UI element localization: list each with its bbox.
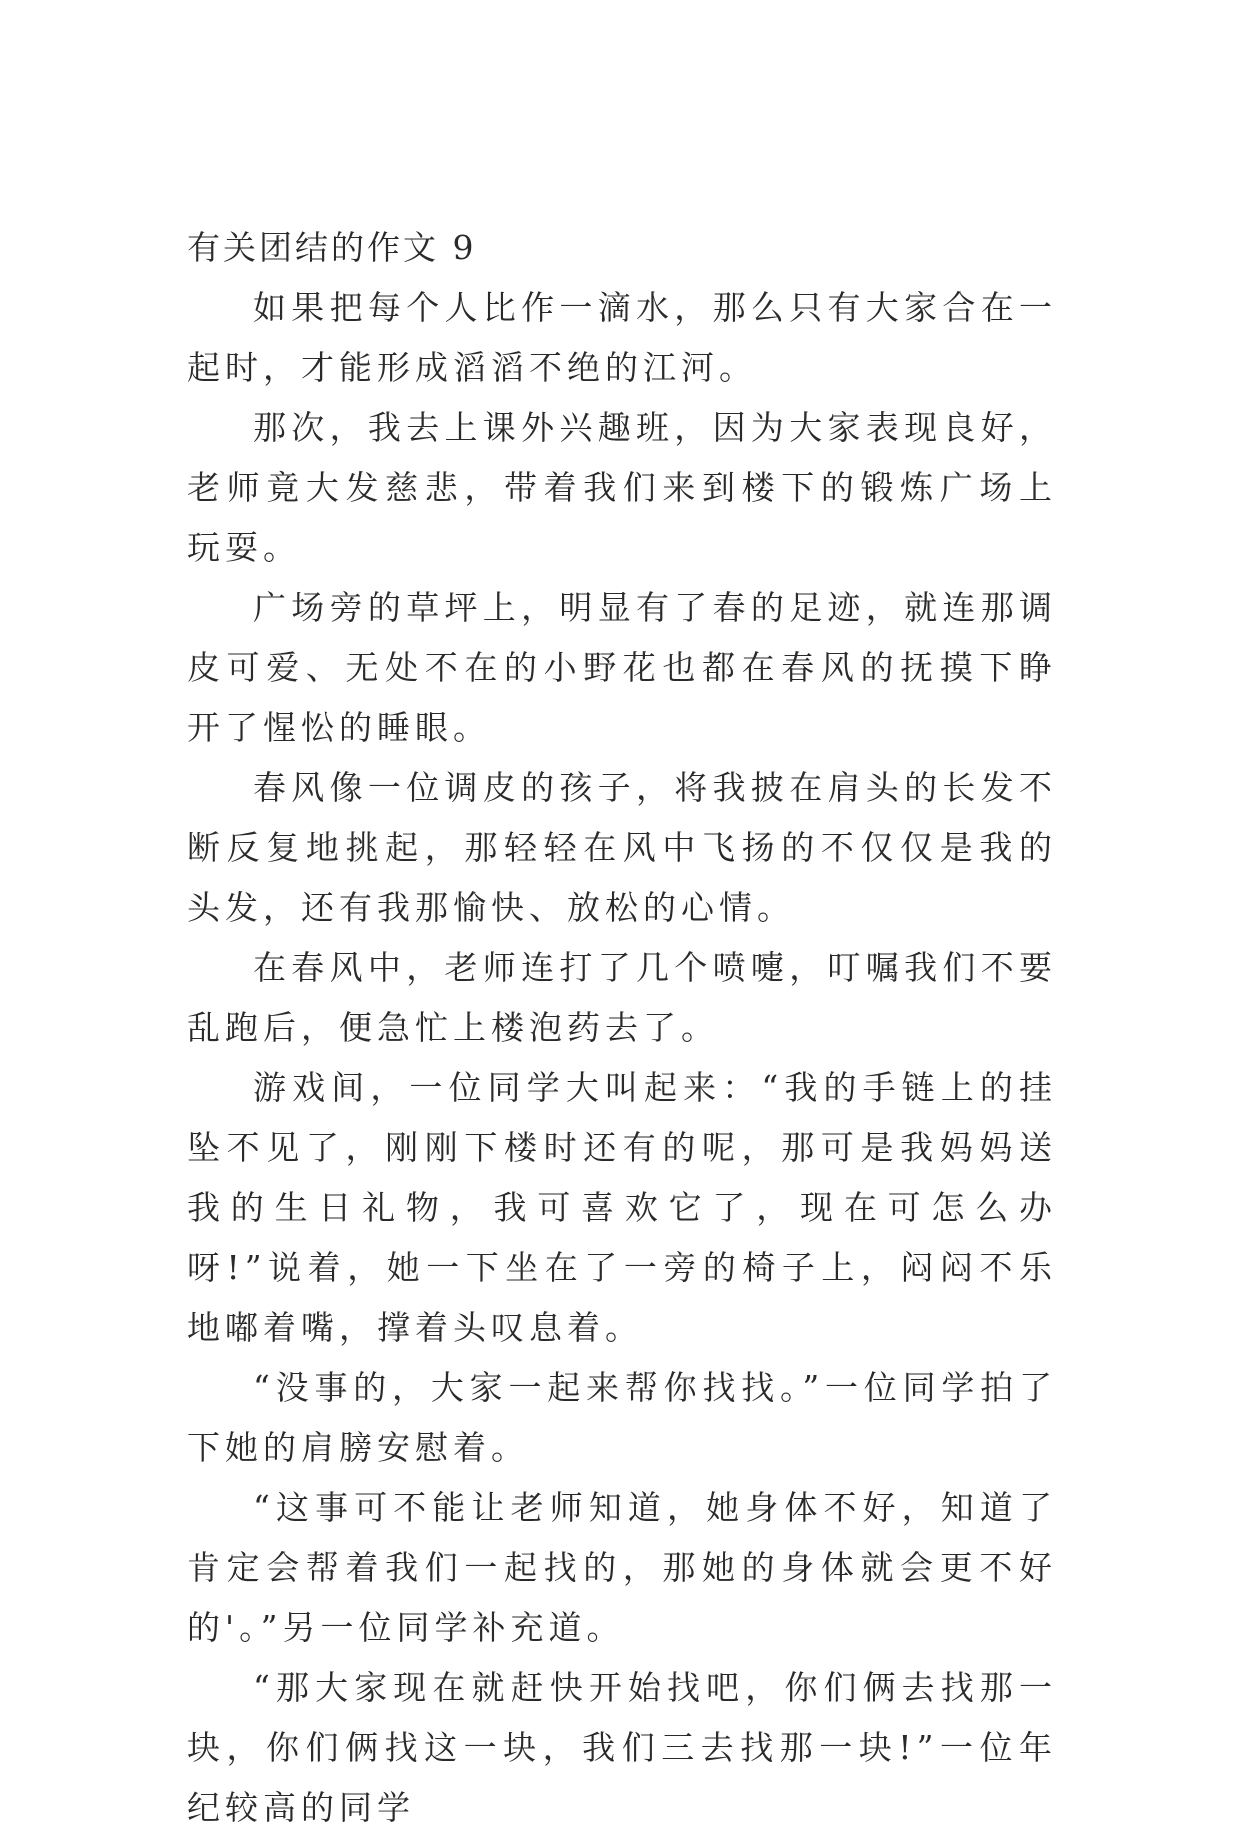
paragraph: 游戏间，一位同学大叫起来：“我的手链上的挂坠不见了，刚刚下楼时还有的呢，那可是我妈妈送我的生日礼物，我可喜欢它了，现在可怎么办呀!”说着，她一下坐在了一旁的椅子上，闷闷不乐地嘟着嘴，撑着头叹息着。 [187,1068,1057,1347]
document-body [187,218,1057,1838]
document-title: 有关团结的作文 9 [187,228,477,267]
paragraph: “没事的，大家一起来帮你找找。”一位同学拍了下她的肩膀安慰着。 [187,1368,1057,1467]
paragraph: 在春风中，老师连打了几个喷嚏，叮嘱我们不要乱跑后，便急忙上楼泡药去了。 [187,948,1057,1047]
paragraph: 春风像一位调皮的孩子，将我披在肩头的长发不断反复地挑起，那轻轻在风中飞扬的不仅仅是我的头发，还有我那愉快、放松的心情。 [187,768,1057,927]
paragraph: 广场旁的草坪上，明显有了春的足迹，就连那调皮可爱、无处不在的小野花也都在春风的抚摸下睁开了惺忪的睡眼。 [187,588,1057,747]
paragraph: “这事可不能让老师知道，她身体不好，知道了肯定会帮着我们一起找的，那她的身体就会更不好的'。”另一位同学补充道。 [187,1488,1057,1647]
paragraph: 那次，我去上课外兴趣班，因为大家表现良好，老师竟大发慈悲，带着我们来到楼下的锻炼广场上玩耍。 [187,408,1057,567]
paragraph: “那大家现在就赶快开始找吧，你们俩去找那一块，你们俩找这一块，我们三去找那一块!”一位年纪较高的同学 [187,1668,1057,1827]
paragraph: 如果把每个人比作一滴水，那么只有大家合在一起时，才能形成滔滔不绝的江河。 [187,288,1057,387]
